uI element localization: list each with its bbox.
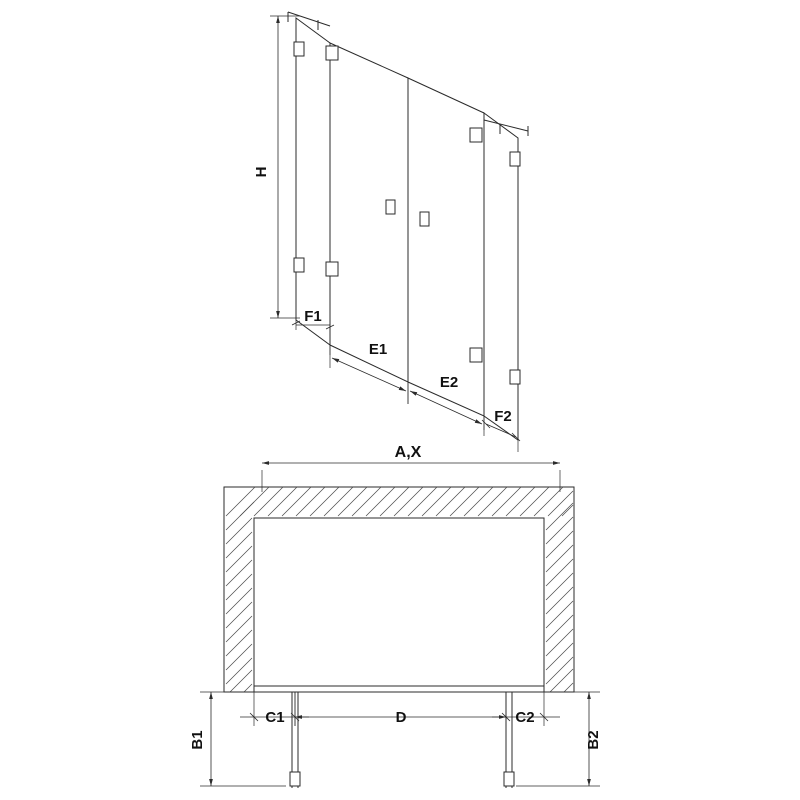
enclosure-glass-plan (254, 686, 544, 692)
side-panel-1-dimension-label: C1 (265, 709, 285, 726)
depth-left-dimension-label: B1 (189, 730, 206, 750)
b1-dimension-line (200, 692, 286, 786)
door-panel-2-dimension-label: E2 (439, 374, 459, 391)
door-panel-1-dimension-label: E1 (368, 341, 388, 358)
side-panel-2-dimension-label: C2 (515, 709, 535, 726)
overall-width-dimension-line (262, 463, 560, 492)
fixed-panel-2-dimension-label: F2 (494, 408, 512, 425)
depth-right-dimension-label: B2 (585, 730, 602, 750)
height-dimension-label: H (253, 166, 270, 178)
door-swing-leaves (290, 692, 514, 788)
top-plan-view (200, 463, 600, 788)
fixed-panel-1-dimension-label: F1 (304, 308, 322, 325)
overall-width-dimension-label: A,X (394, 444, 422, 461)
glass-panels-group (296, 18, 518, 440)
door-opening-dimension-label: D (395, 709, 407, 726)
front-elevation-view (270, 12, 528, 452)
